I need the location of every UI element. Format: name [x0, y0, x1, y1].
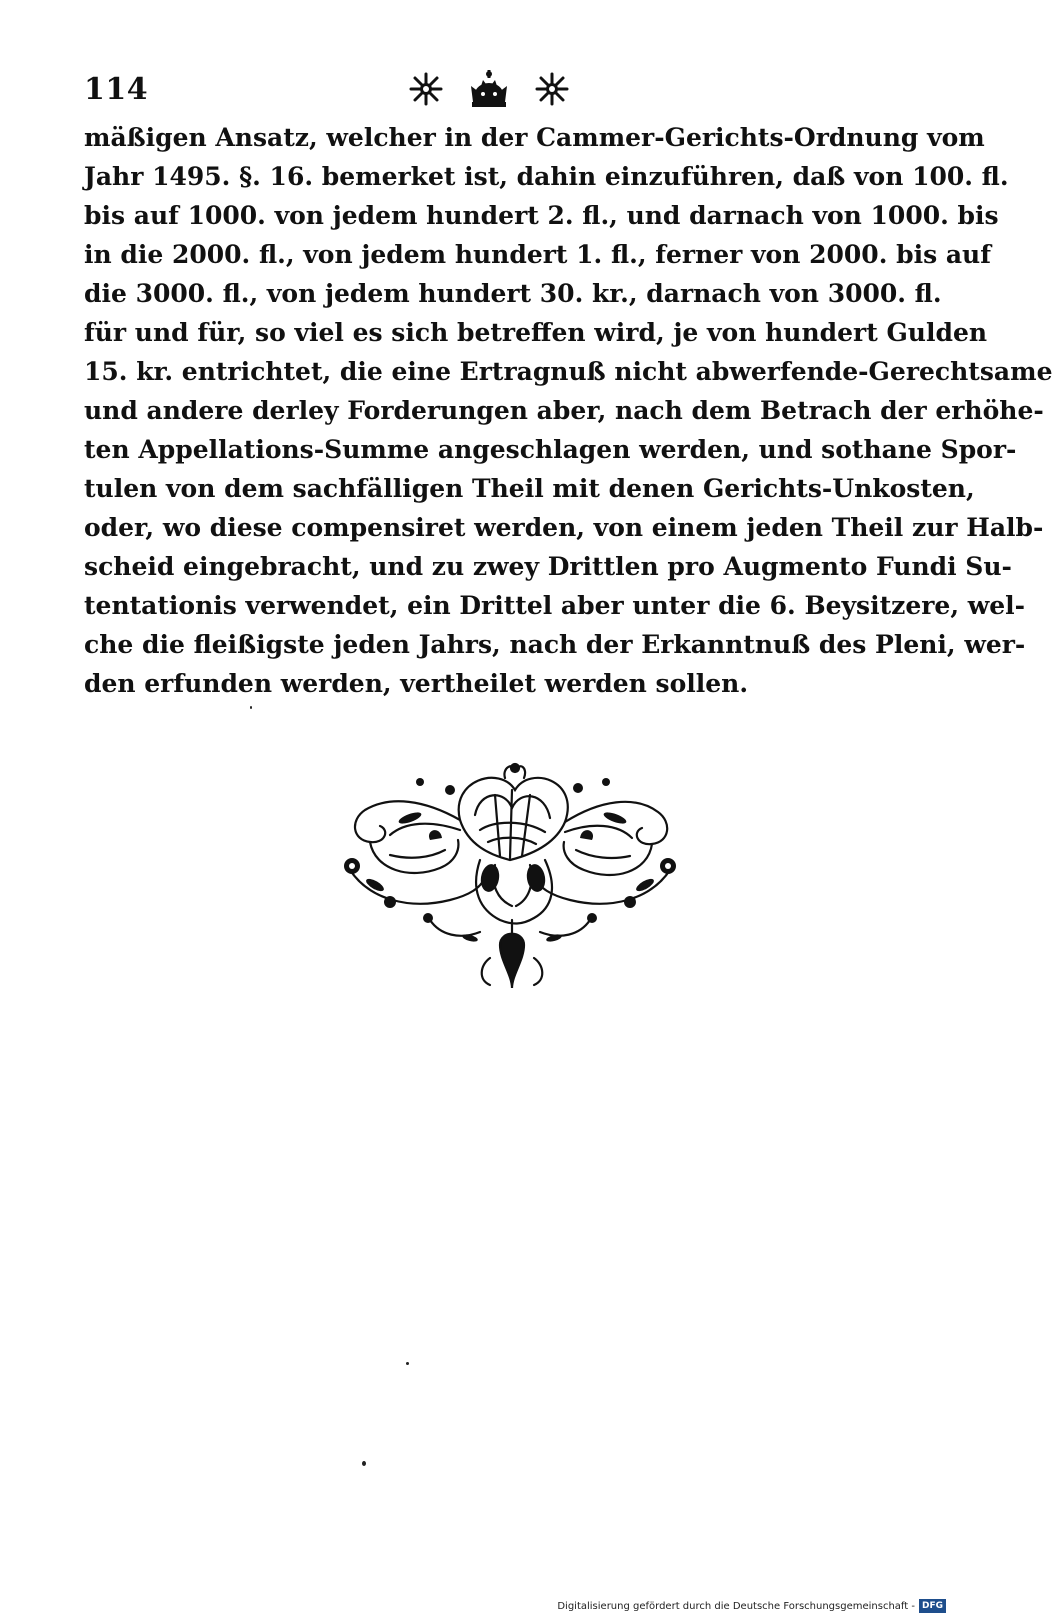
- text-line: den erfunden werden, vertheilet werden sollen.: [84, 669, 749, 698]
- star-flower-icon: [537, 74, 567, 104]
- text-line: die 3000. fl., von jedem hundert 30. kr., darnach von 3000. fl.: [84, 279, 942, 308]
- star-flower-icon: [411, 74, 441, 104]
- text-line: Jahr 1495. §. 16. bemerket ist, dahin einzuführen, daß von 100. fl.: [84, 162, 1009, 191]
- text-line: ten Appellations-Summe angeschlagen werden, und sothane Spor-: [84, 435, 1017, 464]
- page-header: [84, 68, 904, 116]
- text-line: che die fleißigste jeden Jahrs, nach der Erkanntnuß des Pleni, wer-: [84, 630, 1026, 659]
- text-line: für und für, so viel es sich betreffen wird, je von hundert Gulden: [84, 318, 988, 347]
- text-line: 15. kr. entrichtet, die eine Ertragnuß nicht abwerfende-Gerechtsame: [84, 357, 1052, 386]
- crown-icon: [471, 70, 507, 107]
- floral-vignette-icon: [330, 760, 690, 1000]
- header-ornament: [404, 68, 574, 110]
- credit-text: Digitalisierung gefördert durch die Deutsche Forschungsgemeinschaft -: [557, 1600, 915, 1612]
- text-line: tulen von dem sachfälligen Theil mit denen Gerichts-Unkosten,: [84, 474, 975, 503]
- ink-speck: [362, 1461, 366, 1466]
- body-paragraph: [84, 118, 1052, 703]
- text-line: bis auf 1000. von jedem hundert 2. fl., und darnach von 1000. bis: [84, 201, 999, 230]
- ink-speck: [406, 1362, 409, 1365]
- text-line: scheid eingebracht, und zu zwey Drittlen pro Augmento Fundi Su-: [84, 552, 1012, 581]
- ink-speck: [250, 706, 252, 709]
- text-line: und andere derley Forderungen aber, nach dem Betrach der erhöhe-: [84, 396, 1044, 425]
- text-line: tentationis verwendet, ein Drittel aber unter die 6. Beysitzere, wel-: [84, 591, 1026, 620]
- digitization-credit: [557, 1597, 946, 1615]
- text-line: oder, wo diese compensiret werden, von einem jeden Theil zur Halb-: [84, 513, 1044, 542]
- dfg-logo: DFG: [919, 1599, 946, 1613]
- text-line: mäßigen Ansatz, welcher in der Cammer-Gerichts-Ordnung vom: [84, 123, 985, 152]
- page-number: 114: [84, 72, 149, 107]
- text-line: in die 2000. fl., von jedem hundert 1. fl., ferner von 2000. bis auf: [84, 240, 991, 269]
